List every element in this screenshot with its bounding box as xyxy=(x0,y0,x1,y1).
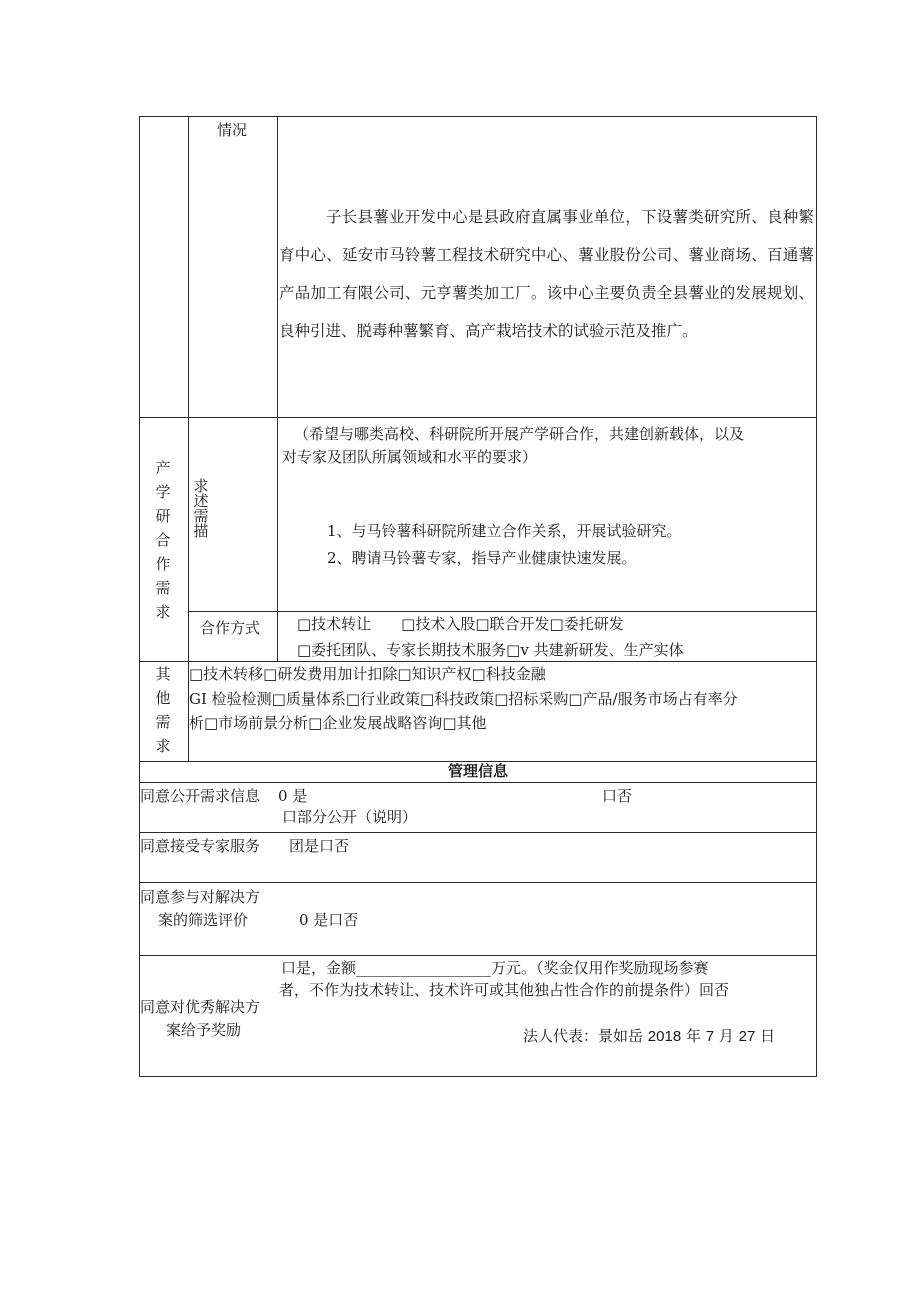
desc-hint-line2: 对专家及团队所属领域和水平的要求） xyxy=(282,448,538,466)
other-demand-options-3: 析□市场前景分析□企业发展战略咨询□其他 xyxy=(189,714,487,732)
reward-note-start: 万元。（奖金仅用作奖励现场参赛 xyxy=(491,959,709,977)
label-char: 求 xyxy=(193,477,209,495)
signature-day-unit: 日 xyxy=(760,1027,776,1045)
reward-label-line1: 同意对优秀解决方 xyxy=(140,998,261,1016)
demand-item-2: 2、聘请马铃薯专家，指导产业健康快速发展。 xyxy=(327,549,637,567)
evaluation-label-line2: 案的筛选评价 xyxy=(158,911,249,929)
reward-yes-option: 口是，金额 xyxy=(281,959,357,977)
management-header: 管理信息 xyxy=(447,763,508,780)
situation-paragraph: 子长县薯业开发中心是县政府直属事业单位，下设薯类研究所、良种繁育中心、延安市马铃薯工程技术研究中心、薯业股份公司、薯业商场、百通薯产品加工有限公司、元亨薯类加工厂。该中心主要负责全县薯业的发展规划、良种引进、脱毒种薯繁育、高产栽培技术的试验示范及推广。 xyxy=(279,208,814,340)
col-divider-1 xyxy=(188,116,189,661)
row-divider-desc xyxy=(188,611,817,612)
signature-month-unit: 月 xyxy=(718,1027,734,1045)
reward-text-line1 xyxy=(281,959,709,978)
signature-day: 27 xyxy=(738,1028,756,1045)
desc-hint-line1: （希望与哪类高校、科研院所开展产学研合作，共建创新载体，以及 xyxy=(294,425,745,443)
label-char: 研 xyxy=(155,507,171,525)
border-top xyxy=(139,116,817,117)
label-char: 需 xyxy=(193,507,209,525)
cooperation-demand-label xyxy=(153,456,173,624)
other-demand-label xyxy=(153,662,173,758)
border-bottom xyxy=(139,1076,817,1077)
other-demand-options-2: GI 检验检测□质量体系□行业政策□科技政策□招标采购□产品/服务市场占有率分 xyxy=(189,690,738,708)
evaluation-options: 0 是口否 xyxy=(299,911,359,929)
label-char: 他 xyxy=(155,689,171,707)
row-divider-expert xyxy=(139,832,817,833)
signature-name: 法人代表：景如岳 xyxy=(523,1027,644,1045)
border-right xyxy=(816,116,817,1077)
legal-rep-signature xyxy=(523,1027,775,1046)
label-char: 作 xyxy=(155,555,171,573)
row-divider-disclose xyxy=(139,782,817,783)
label-char: 合 xyxy=(155,531,171,549)
reward-text-line2: 者，不作为技术转让、技术许可或其他独占性合作的前提条件）回否 xyxy=(279,981,730,999)
label-char: 需 xyxy=(155,579,171,597)
label-char: 学 xyxy=(155,483,171,501)
situation-label: 情况 xyxy=(217,121,248,139)
border-left xyxy=(139,116,140,1077)
disclose-label: 同意公开需求信息 xyxy=(140,787,261,805)
reward-label-line2: 案给予奖励 xyxy=(166,1021,242,1039)
label-char: 述 xyxy=(193,492,209,510)
label-char: 求 xyxy=(155,603,171,621)
signature-year: 2018 xyxy=(647,1028,682,1045)
reward-amount-blank: __________________ xyxy=(356,959,492,977)
demand-item-1: 1、与马铃薯科研院所建立合作关系，开展试验研究。 xyxy=(327,522,682,540)
disclose-no-option: 口否 xyxy=(602,787,633,805)
label-char: 其 xyxy=(155,665,171,683)
signature-month: 7 xyxy=(705,1028,715,1045)
other-demand-options-1: □技术转移□研发费用加计扣除□知识产权□科技金融 xyxy=(189,665,546,683)
row-divider-reward xyxy=(139,955,817,956)
disclose-partial-option: 口部分公开（说明） xyxy=(282,808,418,826)
expert-service-options: 团是口否 xyxy=(289,837,350,855)
cooperation-mode-options-1: □技术转让 □技术入股□联合开发□委托研发 xyxy=(297,615,624,633)
disclose-yes-option: 0 是 xyxy=(278,787,308,805)
label-char: 产 xyxy=(155,459,171,477)
row-divider-situation xyxy=(139,417,817,418)
label-char: 需 xyxy=(155,713,171,731)
evaluation-label-line1: 同意参与对解决方 xyxy=(140,888,261,906)
desc-label xyxy=(193,479,209,539)
expert-service-label: 同意接受专家服务 xyxy=(140,837,261,855)
col-divider-2 xyxy=(277,116,278,661)
row-divider-evaluation xyxy=(139,882,817,883)
label-char: 描 xyxy=(193,522,209,540)
cooperation-mode-options-2: □委托团队、专家长期技术服务□v 共建新研发、生产实体 xyxy=(297,641,684,659)
cooperation-mode-label: 合作方式 xyxy=(200,619,261,637)
signature-year-unit: 年 xyxy=(685,1027,701,1045)
row-divider-other xyxy=(139,661,817,662)
label-char: 求 xyxy=(155,737,171,755)
